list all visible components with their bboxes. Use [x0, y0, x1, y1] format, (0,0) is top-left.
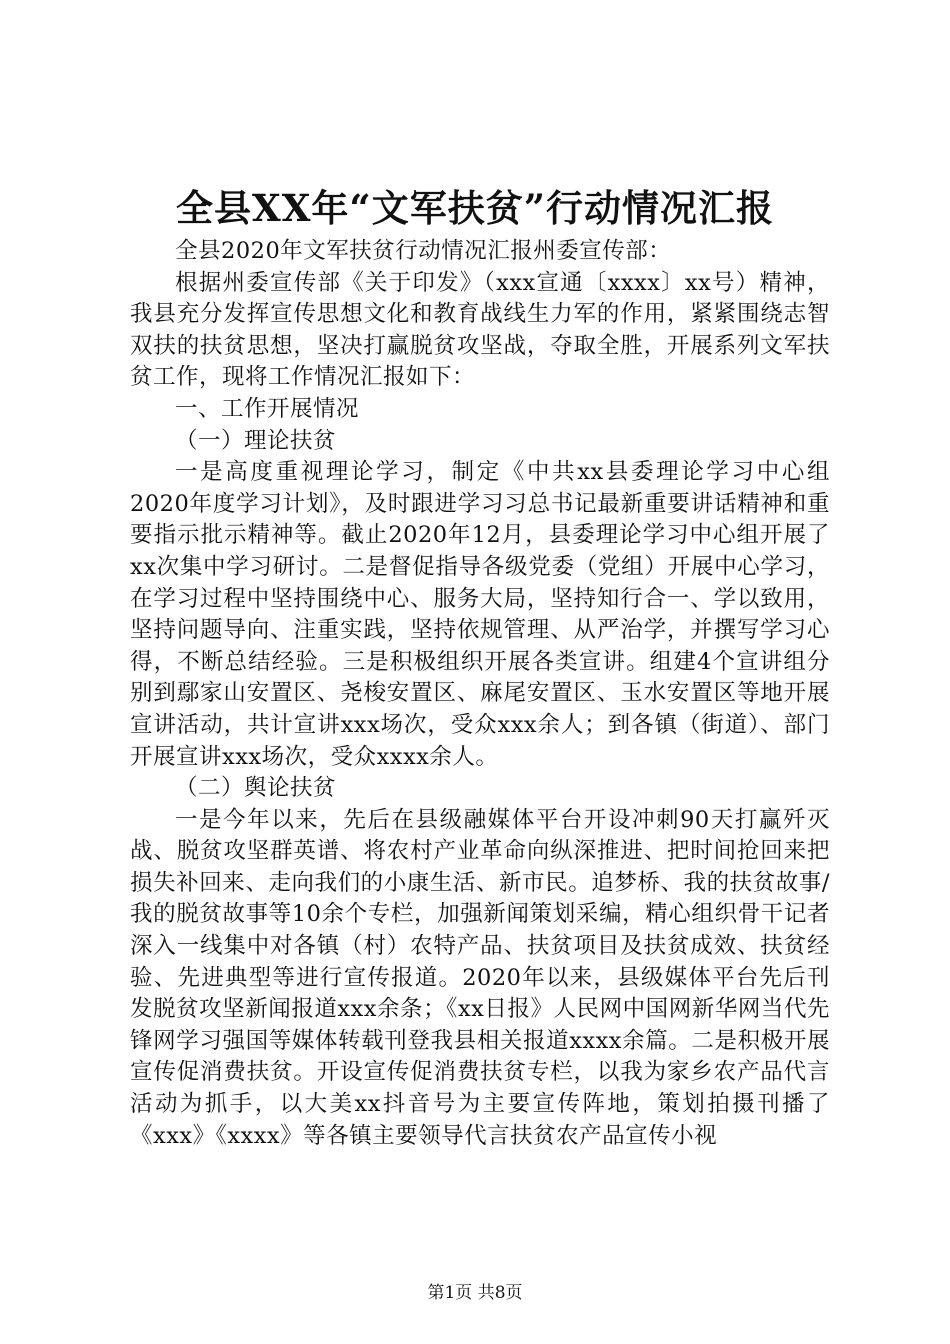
section-heading-work: 一、工作开展情况 [175, 395, 360, 422]
subsection-heading-media: （二）舆论扶贫 [175, 775, 337, 802]
paragraph-intro: 根据州委宣传部《关于印发》（xxx宣通〔xxxx〕xx号）精神，我县充分发挥宣传思想文化和教育战线生力军的作用，紧紧围绕志智双扶的扶贫思想，坚决打赢脱贫攻坚战，夺取全胜，开展系列文军扶贫工作，现将工作情况汇报如下： [130, 269, 830, 391]
document-title: 全县XX年“文军扶贫”行动情况汇报 [176, 186, 774, 230]
subsection-heading-theory: （一）理论扶贫 [175, 427, 337, 454]
document-body [130, 236, 830, 1152]
paragraph-theory: 一是高度重视理论学习，制定《中共xx县委理论学习中心组2020年度学习计划》，及时跟进学习习总书记最新重要讲话精神和重要指示批示精神等。截止2020年12月，县委理论学习中心组开展了xx次集中学习研讨。二是督促指导各级党委（党组）开展中心学习，在学习过程中坚持围绕中心、服务大局，坚持知行合一、学以致用，坚持问题导向、注重实践，坚持依规管理、从严治学，并撰写学习心得，不断总结经验。三是积极组织开展各类宣讲。组建4个宣讲组分别到鄢家山安置区、尧梭安置区、麻尾安置区、玉水安置区等地开展宣讲活动，共计宣讲xxx场次，受众xxx余人；到各镇（街道）、部门开展宣讲xxx场次，受众xxxx余人。 [130, 459, 830, 770]
paragraph-heading-line: 全县2020年文军扶贫行动情况汇报州委宣传部： [175, 238, 672, 264]
page-footer: 第1页 共8页 [427, 1283, 523, 1303]
paragraph-media: 一是今年以来，先后在县级融媒体平台开设冲刺90天打赢歼灭战、脱贫攻坚群英谱、将农村产业革命向纵深推进、把时间抢回来把损失补回来、走向我们的小康生活、新市民。追梦桥、我的扶贫故事/我的脱贫故事等10余个专栏，加强新闻策划采编，精心组织骨干记者深入一线集中对各镇（村）农特产品、扶贫项目及扶贫成效、扶贫经验、先进典型等进行宣传报道。2020年以来，县级媒体平台先后刊发脱贫攻坚新闻报道xxx余条；《xx日报》人民网中国网新华网当代先锋网学习强国等媒体转载刊登我县相关报道xxxx余篇。二是积极开展宣传促消费扶贫。开设宣传促消费扶贫专栏，以我为家乡农产品代言活动为抓手，以大美xx抖音号为主要宣传阵地，策划拍摄刊播了《xxx》《xxxx》等各镇主要领导代言扶贫农产品宣传小视 [130, 806, 830, 1149]
